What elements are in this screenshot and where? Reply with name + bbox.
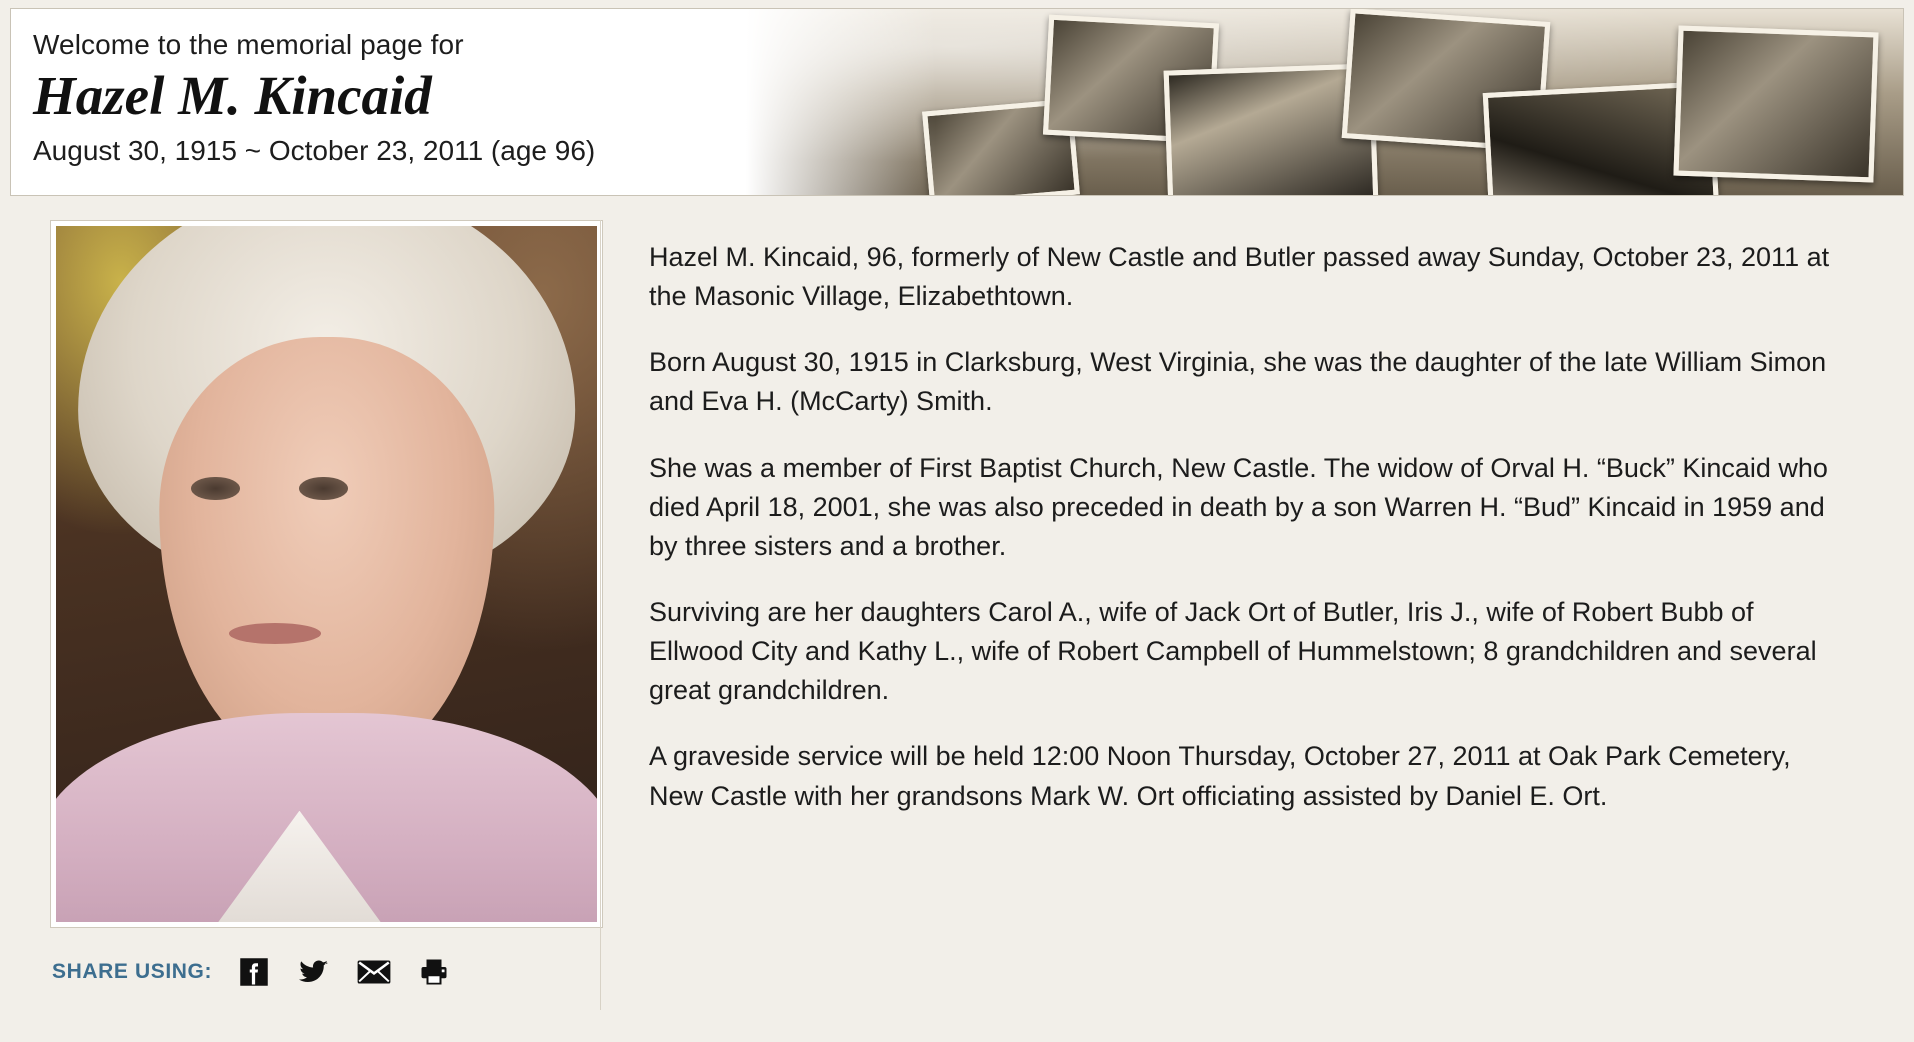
twitter-icon[interactable] [296,954,332,990]
welcome-text: Welcome to the memorial page for [33,29,464,60]
portrait-photo [56,226,597,922]
photo-collage-image [746,9,1903,195]
portrait-mouth [229,623,321,644]
main-content [0,196,1914,1010]
portrait-frame [50,220,603,928]
collage-fade-overlay [746,9,936,195]
share-label: SHARE USING: [52,960,213,983]
obituary-paragraph: She was a member of First Baptist Church, New Castle. The widow of Orval H. “Buck” Kincaid who died April 18, 2001, she was also preceded in death by a son Warren H. “Bud” Kincaid in 1959 and by three sisters and a brother. [649,452,1828,561]
portrait-eye-right [299,477,348,501]
portrait-eye-left [191,477,240,501]
print-icon[interactable] [416,954,452,990]
facebook-icon[interactable] [236,954,272,990]
share-row [50,954,570,990]
email-icon[interactable] [356,954,392,990]
obituary-paragraph: Born August 30, 1915 in Clarksburg, West Virginia, she was the daughter of the late William Simon and Eva H. (McCarty) Smith. [649,347,1827,417]
obituary-paragraph: A graveside service will be held 12:00 Noon Thursday, October 27, 2011 at Oak Park Cemetery, New Castle with her grandsons Mark W. Ort officiating assisted by Daniel E. Ort. [649,741,1791,811]
life-dates: August 30, 1915 ~ October 23, 2011 (age 96) [33,135,596,167]
obituary-paragraph: Surviving are her daughters Carol A., wife of Jack Ort of Butler, Iris J., wife of Robert Bubb of Ellwood City and Kathy L., wife of Robert Campbell of Hummelstown; 8 grandchildren and several great grandchildren. [649,596,1817,706]
memorial-banner [10,8,1904,196]
obituary-paragraph: Hazel M. Kincaid, 96, formerly of New Castle and Butler passed away Sunday, October 23, 2011 at the Masonic Village, Elizabethtown. [649,242,1830,312]
page-title: Hazel M. Kincaid [33,65,432,126]
banner-title-block [11,9,746,195]
collage-photo [1673,26,1878,183]
left-column [10,220,570,990]
obituary-text [600,220,1904,1010]
